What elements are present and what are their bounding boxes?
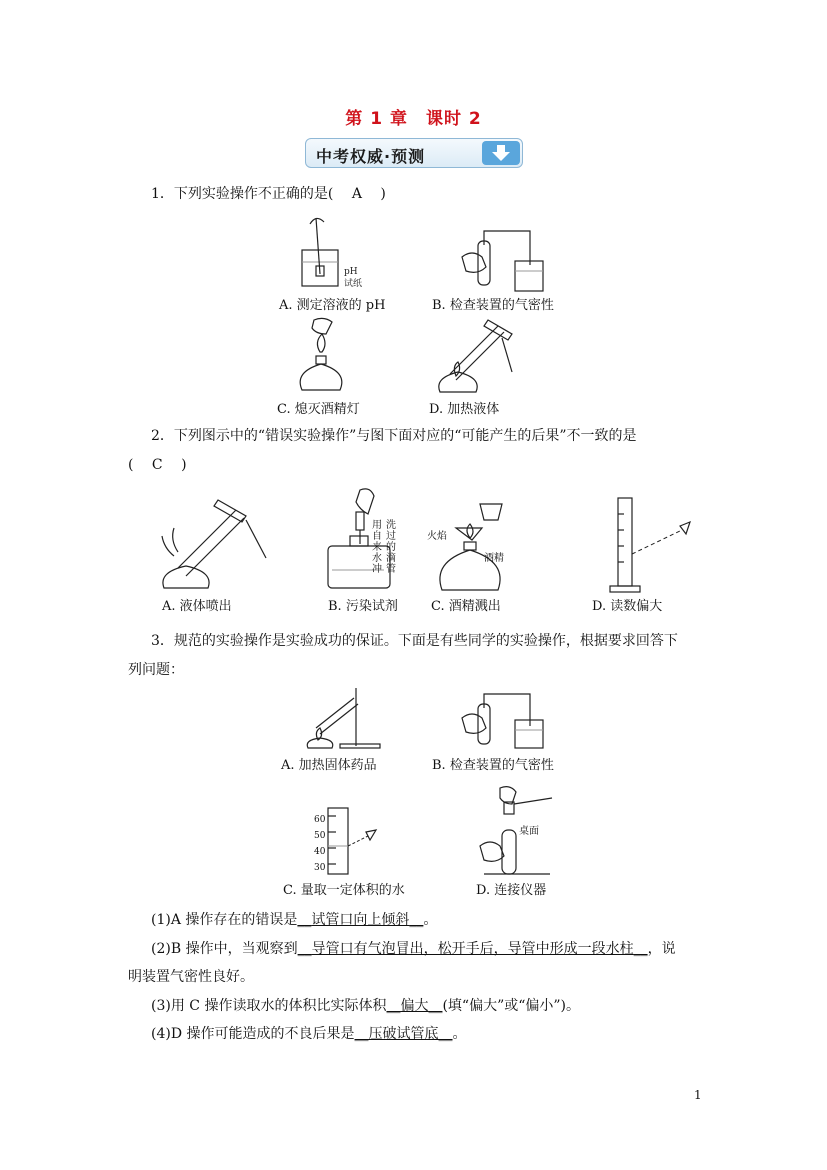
question-2-stem-line1: 2．下列图示中的“错误实验操作”与图下面对应的“可能产生的后果”不一致的是 [151, 428, 637, 444]
question-1-stem: 1．下列实验操作不正确的是( A ) [151, 186, 386, 202]
q3-figure-d [476, 784, 556, 878]
q3-caption-d: D. 连接仪器 [476, 883, 547, 898]
q1-figure-a [290, 210, 370, 290]
down-arrow-icon [482, 141, 520, 165]
alcohol-label: 酒精 [484, 553, 504, 564]
question-3-stem-line2: 列问题： [128, 662, 184, 678]
section-banner [305, 138, 523, 168]
answer-4-value: 压破试管底 [368, 1026, 439, 1042]
page-number: 1 [694, 1088, 702, 1102]
q1-figure-d [436, 316, 516, 394]
q2-caption-d: D. 读数偏大 [592, 599, 663, 614]
q1-caption-b: B. 检查装置的气密性 [432, 298, 554, 313]
answer-1-value: 试管口向上倾斜 [311, 912, 410, 928]
answer-2-line2: 明装置气密性良好。 [128, 969, 254, 985]
q1-caption-c: C. 熄灭酒精灯 [277, 402, 360, 417]
q3-figure-b [460, 690, 550, 750]
q3-figure-a [304, 684, 384, 750]
answer-2: (2)B 操作中，当观察到__导管口有气泡冒出，松开手后，导管中形成一段水柱__，说 [151, 941, 676, 957]
ph-label: pH [344, 267, 358, 277]
q3-caption-c: C. 量取一定体积的水 [283, 883, 405, 898]
answer-1: (1)A 操作存在的错误是__试管口向上倾斜__。 [151, 912, 438, 928]
answer-3: (3)用 C 操作读取水的体积比实际体积__偏大__(填“偏大”或“偏小”)。 [151, 998, 581, 1014]
answer-2-value: 导管口有气泡冒出，松开手后，导管中形成一段水柱 [311, 941, 634, 957]
q2-figure-a [158, 490, 270, 590]
q2-caption-c: C. 酒精溅出 [431, 599, 501, 614]
q3-caption-a: A. 加热固体药品 [281, 758, 377, 773]
q1-caption-d: D. 加热液体 [429, 402, 500, 417]
flame-label: 火焰 [427, 531, 447, 542]
dropper-note: 用 自 来 水 冲 [372, 520, 382, 575]
q1-figure-b [460, 225, 550, 293]
q3-caption-b: B. 检查装置的气密性 [432, 758, 554, 773]
q1-figure-c [296, 316, 346, 394]
answer-3-value: 偏大 [400, 998, 429, 1014]
q1-caption-a: A. 测定溶液的 pH [279, 298, 386, 313]
q2-caption-b: B. 污染试剂 [328, 599, 398, 614]
banner-label: 中考权威·预测 [316, 147, 426, 166]
page-title: 第 1 章 课时 2 [345, 109, 482, 129]
q2-figure-d [604, 494, 704, 596]
paper-label: 试纸 [344, 279, 363, 289]
cylinder-ticks: 60 50 40 30 [314, 815, 326, 873]
question-3-stem-line1: 3．规范的实验操作是实验成功的保证。下面是有些同学的实验操作，根据要求回答下 [151, 633, 678, 649]
desk-label: 桌面 [519, 826, 539, 837]
q2-figure-c [436, 498, 526, 592]
q2-figure-b [322, 486, 412, 590]
answer-4: (4)D 操作可能造成的不良后果是__压破试管底__。 [151, 1026, 467, 1042]
dropper-note-2: 洗 过 的 滴 管 [386, 520, 396, 575]
q2-caption-a: A. 液体喷出 [162, 599, 232, 614]
question-2-stem-line2: ( C ) [128, 457, 187, 473]
